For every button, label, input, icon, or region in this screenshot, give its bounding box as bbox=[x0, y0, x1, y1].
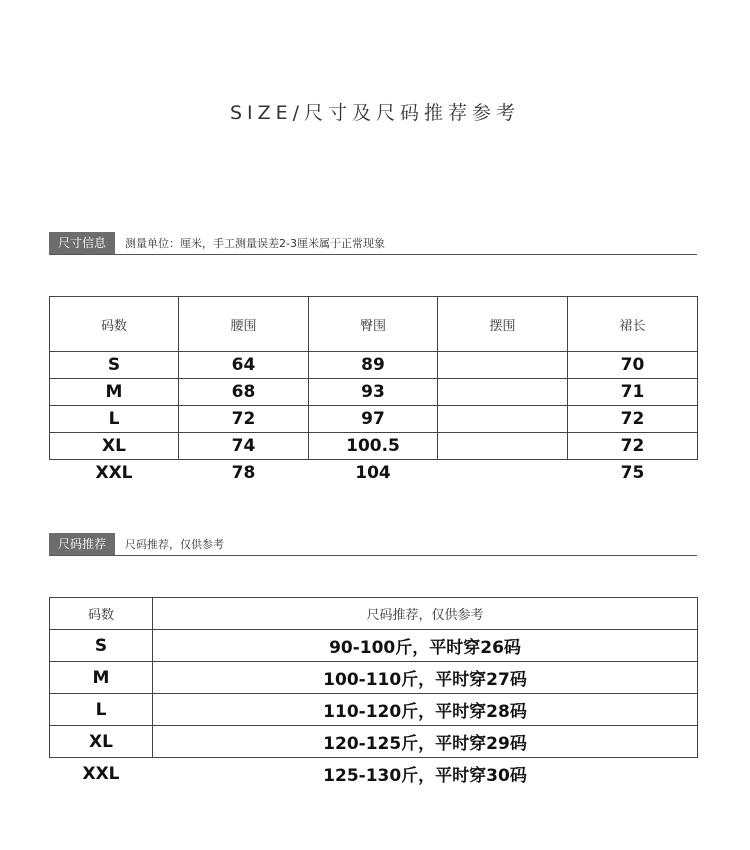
table-cell: 93 bbox=[309, 379, 438, 406]
size-recommend-table bbox=[49, 597, 698, 789]
header-cell-size: 码数 bbox=[50, 297, 179, 352]
table-cell bbox=[438, 406, 568, 433]
table-row bbox=[50, 726, 698, 758]
header-cell-recommend: 尺码推荐，仅供参考 bbox=[153, 598, 698, 630]
table-cell: 70 bbox=[568, 352, 698, 379]
table-row bbox=[50, 379, 698, 406]
table-cell: 120-125斤，平时穿29码 bbox=[153, 726, 698, 758]
table-cell: XXL bbox=[95, 463, 133, 483]
table-cell: 104 bbox=[355, 463, 391, 483]
table-cell: 78 bbox=[231, 463, 256, 483]
table-row bbox=[50, 758, 698, 790]
table-cell: 100.5 bbox=[309, 433, 438, 460]
table-cell: 90-100斤，平时穿26码 bbox=[153, 630, 698, 662]
table-cell: M bbox=[50, 662, 153, 694]
table-header-row bbox=[50, 297, 698, 352]
table-cell: 71 bbox=[568, 379, 698, 406]
table-cell: 72 bbox=[568, 433, 698, 460]
size-info-header bbox=[49, 232, 697, 255]
size-info-note: 测量单位：厘米，手工测量误差2-3厘米属于正常现象 bbox=[125, 237, 385, 250]
header-cell-size: 码数 bbox=[50, 598, 153, 630]
table-header-row bbox=[50, 598, 698, 630]
table-cell bbox=[438, 460, 568, 487]
table-row bbox=[50, 406, 698, 433]
table-cell: 68 bbox=[179, 379, 309, 406]
header-cell-hem: 摆围 bbox=[438, 297, 568, 352]
table-cell: 100-110斤，平时穿27码 bbox=[153, 662, 698, 694]
table-cell: S bbox=[50, 630, 153, 662]
table-cell: XXL bbox=[82, 763, 120, 784]
table-row bbox=[50, 662, 698, 694]
table-cell: 64 bbox=[179, 352, 309, 379]
size-recommend-header bbox=[49, 533, 697, 556]
table-row bbox=[50, 694, 698, 726]
table-cell: 72 bbox=[568, 406, 698, 433]
table-cell: XL bbox=[50, 726, 153, 758]
table-cell: 72 bbox=[179, 406, 309, 433]
size-recommend-tag: 尺码推荐 bbox=[49, 533, 115, 555]
size-info-table bbox=[49, 296, 698, 486]
table-cell: L bbox=[50, 694, 153, 726]
table-cell: M bbox=[50, 379, 179, 406]
table-row bbox=[50, 460, 698, 487]
table-cell: L bbox=[50, 406, 179, 433]
table-row bbox=[50, 630, 698, 662]
table-cell: 74 bbox=[179, 433, 309, 460]
table-cell: 125-130斤，平时穿30码 bbox=[323, 766, 527, 786]
table-cell: 97 bbox=[309, 406, 438, 433]
table-cell bbox=[438, 352, 568, 379]
size-recommend-note: 尺码推荐，仅供参考 bbox=[125, 538, 225, 551]
table-cell: S bbox=[50, 352, 179, 379]
table-cell bbox=[438, 433, 568, 460]
page-title: SIZE/尺寸及尺码推荐参考 bbox=[229, 102, 521, 124]
size-info-tag: 尺寸信息 bbox=[49, 232, 115, 254]
table-cell: XL bbox=[50, 433, 179, 460]
header-cell-length: 裙长 bbox=[568, 297, 698, 352]
table-cell: 110-120斤，平时穿28码 bbox=[153, 694, 698, 726]
table-cell bbox=[438, 379, 568, 406]
table-cell: 89 bbox=[309, 352, 438, 379]
table-cell: 75 bbox=[620, 463, 645, 483]
header-cell-hip: 臀围 bbox=[309, 297, 438, 352]
table-row bbox=[50, 352, 698, 379]
header-cell-waist: 腰围 bbox=[179, 297, 309, 352]
table-row bbox=[50, 433, 698, 460]
